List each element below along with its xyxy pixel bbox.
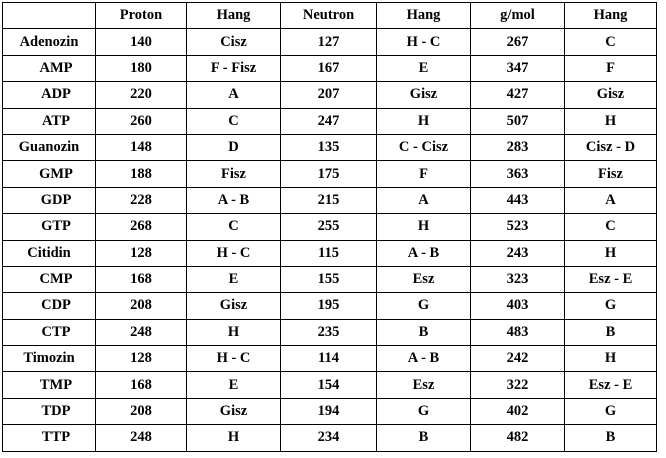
compound-name-cell: TDP <box>3 398 96 424</box>
proton-tone-cell: Gisz <box>187 398 281 424</box>
table-row <box>3 108 657 134</box>
neutron-tone-cell: F <box>377 161 471 187</box>
molar-mass-cell: 267 <box>471 29 565 55</box>
neutron-cell: 235 <box>281 319 377 345</box>
table-row <box>3 29 657 55</box>
compound-name-cell: Guanozin <box>3 134 96 160</box>
proton-tone-cell: C <box>187 108 281 134</box>
neutron-cell: 114 <box>281 346 377 372</box>
proton-tone-cell: Cisz <box>187 29 281 55</box>
molar-mass-tone-cell: A <box>565 187 657 213</box>
neutron-tone-cell: A - B <box>377 240 471 266</box>
compound-name-cell: CMP <box>3 266 96 292</box>
compound-name-cell: CTP <box>3 319 96 345</box>
proton-tone-cell: C <box>187 214 281 240</box>
molar-mass-tone-cell: Esz - E <box>565 372 657 398</box>
molar-mass-cell: 403 <box>471 293 565 319</box>
compound-name-cell: Timozin <box>3 346 96 372</box>
proton-cell: 268 <box>96 214 187 240</box>
table-row <box>3 55 657 81</box>
compound-name-cell: ADP <box>3 82 96 108</box>
proton-tone-cell: Fisz <box>187 161 281 187</box>
molar-mass-cell: 347 <box>471 55 565 81</box>
proton-cell: 208 <box>96 398 187 424</box>
molar-mass-cell: 507 <box>471 108 565 134</box>
proton-cell: 248 <box>96 319 187 345</box>
proton-cell: 248 <box>96 425 187 451</box>
proton-cell: 208 <box>96 293 187 319</box>
proton-tone-cell: E <box>187 266 281 292</box>
proton-cell: 228 <box>96 187 187 213</box>
header-cell-proton-tone: Hang <box>187 3 281 29</box>
molar-mass-tone-cell: H <box>565 346 657 372</box>
proton-cell: 140 <box>96 29 187 55</box>
header-row <box>3 3 657 29</box>
neutron-tone-cell: G <box>377 293 471 319</box>
molar-mass-tone-cell: B <box>565 319 657 345</box>
table-row <box>3 82 657 108</box>
neutron-cell: 155 <box>281 266 377 292</box>
header-cell-proton: Proton <box>96 3 187 29</box>
proton-tone-cell: H <box>187 319 281 345</box>
molar-mass-tone-cell: Cisz - D <box>565 134 657 160</box>
neutron-tone-cell: E <box>377 55 471 81</box>
molar-mass-tone-cell: Gisz <box>565 82 657 108</box>
header-cell-neutron: Neutron <box>281 3 377 29</box>
compound-name-cell: ATP <box>3 108 96 134</box>
proton-tone-cell: H - C <box>187 346 281 372</box>
molar-mass-tone-cell: B <box>565 425 657 451</box>
neutron-cell: 234 <box>281 425 377 451</box>
proton-cell: 168 <box>96 266 187 292</box>
neutron-tone-cell: A - B <box>377 346 471 372</box>
neutron-tone-cell: B <box>377 425 471 451</box>
compound-name-cell: GMP <box>3 161 96 187</box>
header-cell-molar-mass: g/mol <box>471 3 565 29</box>
molar-mass-tone-cell: F <box>565 55 657 81</box>
table-row <box>3 187 657 213</box>
neutron-cell: 175 <box>281 161 377 187</box>
compound-name-cell: GTP <box>3 214 96 240</box>
molar-mass-tone-cell: H <box>565 240 657 266</box>
table-row <box>3 161 657 187</box>
neutron-cell: 194 <box>281 398 377 424</box>
neutron-tone-cell: A <box>377 187 471 213</box>
molar-mass-tone-cell: H <box>565 108 657 134</box>
neutron-cell: 115 <box>281 240 377 266</box>
table-row <box>3 319 657 345</box>
neutron-tone-cell: Esz <box>377 372 471 398</box>
proton-cell: 260 <box>96 108 187 134</box>
molar-mass-cell: 242 <box>471 346 565 372</box>
proton-cell: 220 <box>96 82 187 108</box>
molar-mass-cell: 323 <box>471 266 565 292</box>
compound-name-cell: GDP <box>3 187 96 213</box>
proton-cell: 168 <box>96 372 187 398</box>
proton-cell: 128 <box>96 346 187 372</box>
neutron-cell: 127 <box>281 29 377 55</box>
table-row <box>3 398 657 424</box>
molar-mass-cell: 523 <box>471 214 565 240</box>
proton-tone-cell: Gisz <box>187 293 281 319</box>
molar-mass-cell: 443 <box>471 187 565 213</box>
molar-mass-tone-cell: C <box>565 214 657 240</box>
proton-cell: 180 <box>96 55 187 81</box>
neutron-cell: 207 <box>281 82 377 108</box>
compound-name-cell: Adenozin <box>3 29 96 55</box>
neutron-tone-cell: C - Cisz <box>377 134 471 160</box>
molar-mass-cell: 483 <box>471 319 565 345</box>
neutron-tone-cell: G <box>377 398 471 424</box>
proton-tone-cell: D <box>187 134 281 160</box>
proton-tone-cell: F - Fisz <box>187 55 281 81</box>
proton-tone-cell: H <box>187 425 281 451</box>
molar-mass-tone-cell: G <box>565 398 657 424</box>
proton-tone-cell: E <box>187 372 281 398</box>
neutron-cell: 154 <box>281 372 377 398</box>
molar-mass-cell: 363 <box>471 161 565 187</box>
compound-name-cell: TMP <box>3 372 96 398</box>
molar-mass-cell: 482 <box>471 425 565 451</box>
compound-name-cell: AMP <box>3 55 96 81</box>
proton-cell: 148 <box>96 134 187 160</box>
table-row <box>3 266 657 292</box>
table-row <box>3 240 657 266</box>
compound-name-cell: TTP <box>3 425 96 451</box>
compound-name-cell: CDP <box>3 293 96 319</box>
molar-mass-tone-cell: Esz - E <box>565 266 657 292</box>
neutron-tone-cell: Esz <box>377 266 471 292</box>
molar-mass-cell: 322 <box>471 372 565 398</box>
table-row <box>3 425 657 451</box>
neutron-cell: 135 <box>281 134 377 160</box>
proton-cell: 188 <box>96 161 187 187</box>
table-row <box>3 293 657 319</box>
table-row <box>3 372 657 398</box>
proton-tone-cell: H - C <box>187 240 281 266</box>
header-cell-molar-mass-tone: Hang <box>565 3 657 29</box>
table-row <box>3 214 657 240</box>
molar-mass-cell: 283 <box>471 134 565 160</box>
header-cell-name <box>3 3 96 29</box>
neutron-cell: 195 <box>281 293 377 319</box>
table-row <box>3 134 657 160</box>
proton-cell: 128 <box>96 240 187 266</box>
header-cell-neutron-tone: Hang <box>377 3 471 29</box>
molar-mass-tone-cell: C <box>565 29 657 55</box>
proton-tone-cell: A - B <box>187 187 281 213</box>
molar-mass-cell: 243 <box>471 240 565 266</box>
proton-tone-cell: A <box>187 82 281 108</box>
neutron-cell: 215 <box>281 187 377 213</box>
neutron-cell: 167 <box>281 55 377 81</box>
neutron-tone-cell: Gisz <box>377 82 471 108</box>
molar-mass-cell: 427 <box>471 82 565 108</box>
compound-name-cell: Citidin <box>3 240 96 266</box>
table-body <box>3 29 657 451</box>
molar-mass-tone-cell: Fisz <box>565 161 657 187</box>
molar-mass-cell: 402 <box>471 398 565 424</box>
neutron-tone-cell: B <box>377 319 471 345</box>
neutron-tone-cell: H <box>377 108 471 134</box>
nucleotide-table <box>2 2 657 452</box>
neutron-cell: 255 <box>281 214 377 240</box>
neutron-cell: 247 <box>281 108 377 134</box>
neutron-tone-cell: H - C <box>377 29 471 55</box>
table-row <box>3 346 657 372</box>
molar-mass-tone-cell: G <box>565 293 657 319</box>
neutron-tone-cell: H <box>377 214 471 240</box>
